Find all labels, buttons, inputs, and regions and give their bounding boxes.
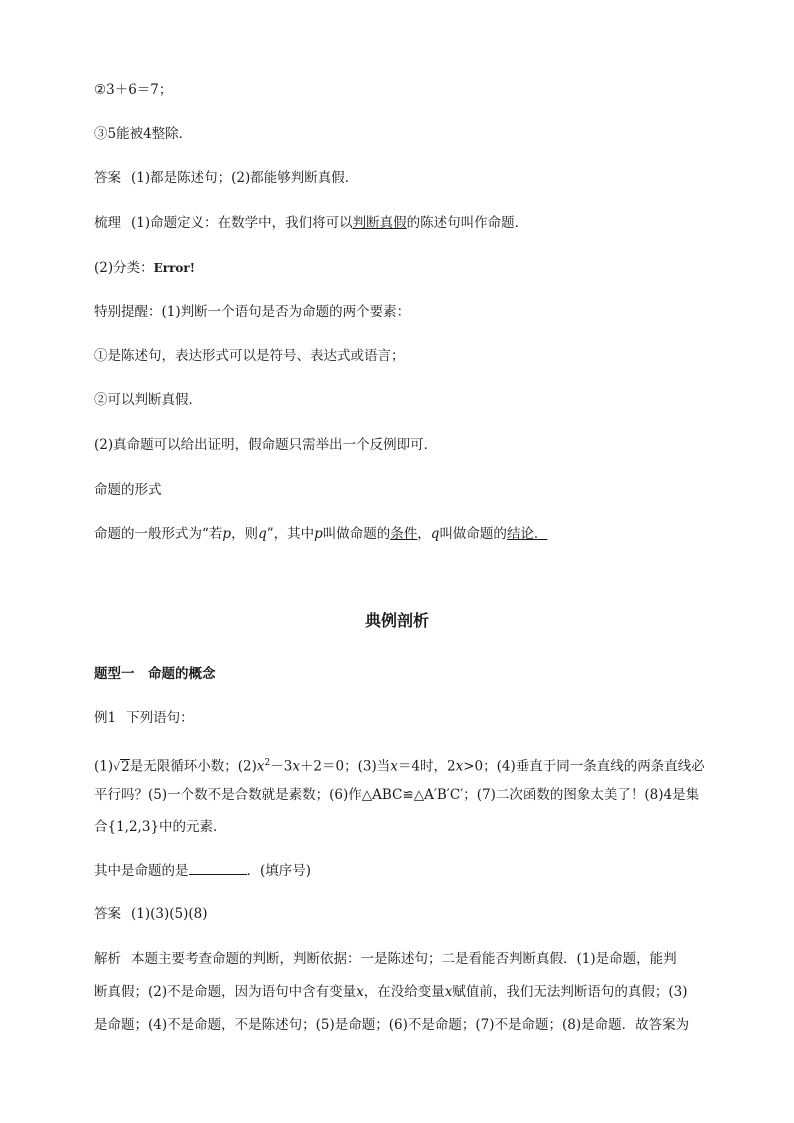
summary-label: 梳理 <box>94 215 121 231</box>
answer-label: 答案 <box>94 170 121 186</box>
explanation-line: 是命题；(4)不是命题，不是陈述句；(5)是命题；(6)不是命题；(7)不是命题；(8)是命题．故答案为 <box>94 1017 690 1033</box>
example-answer: 答案 (1)(3)(5)(8) <box>94 906 208 922</box>
answer-line: 答案 (1)都是陈述句；(2)都能够判断真假． <box>94 170 359 186</box>
fill-blank <box>189 860 247 875</box>
section-title: 典例剖析 <box>364 611 429 630</box>
tip-line: 特别提醒：(1)判断一个语句是否为命题的两个要素： <box>94 304 411 320</box>
tip-item: ①是陈述句，表达形式可以是符号、表达式或语言； <box>94 348 405 364</box>
topic-heading: 题型一 命题的概念 <box>94 666 216 682</box>
example-intro: 例1 下列语句： <box>94 710 194 726</box>
classification-line: (2)分类：Error! <box>94 260 196 276</box>
underlined-term: 判断真假 <box>352 215 407 231</box>
tip-item: (2)真命题可以给出证明，假命题只需举出一个反例即可． <box>94 437 438 453</box>
summary-line: 梳理 (1)命题定义：在数学中，我们将可以判断真假的陈述句叫作命题． <box>94 215 529 231</box>
text-line: ②3＋6＝7； <box>94 82 173 98</box>
example-text: 平行吗？(5)一个数不是合数就是素数；(6)作△ABC≌△A′B′C′；(7)二次函数的图象太美了！(8)4是集 <box>94 787 700 803</box>
explanation-line: 断真假；(2)不是命题，因为语句中含有变量x，在没给变量x赋值前，我们无法判断语句的真假；(3) <box>94 984 688 1000</box>
example-text: 合{1,2,3}中的元素． <box>94 819 227 835</box>
error-text: Error! <box>153 261 196 275</box>
explanation-label: 解析 <box>94 951 121 967</box>
text-line: ③5能被4整除． <box>94 126 193 142</box>
form-line: 命题的一般形式为“若p，则q”，其中p叫做命题的条件，q叫做命题的结论． <box>94 526 548 542</box>
example-label: 例1 <box>94 710 117 726</box>
tip-item: ②可以判断真假． <box>94 392 202 408</box>
question-line: 其中是命题的是 ．(填序号) <box>94 860 700 881</box>
explanation-line: 解析 本题主要考查命题的判断，判断依据：一是陈述句；二是看能否判断真假．(1)是命题，能判 <box>94 951 677 967</box>
example-text: (1)√2是无限循环小数；$(2)x^2-3x+2=0$；(3)当x＝4时，2x>0；(4)垂直于同一条直线的两条直线必 <box>94 758 705 775</box>
answer-label: 答案 <box>94 906 121 922</box>
subheading: 命题的形式 <box>94 482 162 498</box>
